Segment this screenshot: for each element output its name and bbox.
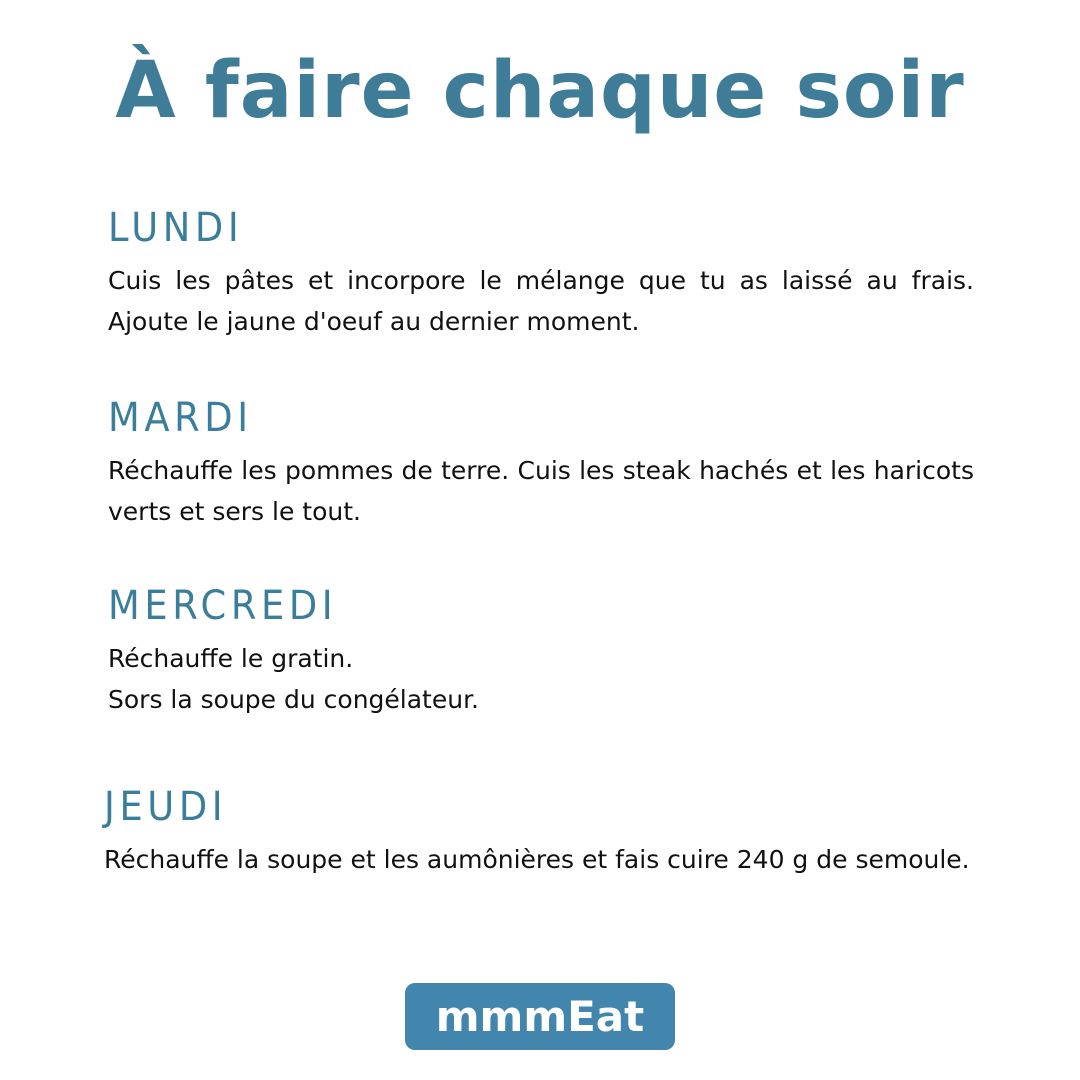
instruction-line: Sors la soupe du congélateur. xyxy=(108,685,480,714)
day-section-mercredi xyxy=(108,582,974,720)
day-section-jeudi xyxy=(104,783,970,880)
day-instructions-mardi: Réchauffe les pommes de terre. Cuis les steak hachés et les haricots verts et sers le tout. xyxy=(108,456,974,526)
day-heading-jeudi: JEUDI xyxy=(104,784,228,830)
brand-logo-badge xyxy=(405,983,675,1050)
page-title: À faire chaque soir xyxy=(115,46,965,136)
day-heading-mercredi: MERCREDI xyxy=(108,583,338,629)
brand-logo-text: mmmEat xyxy=(435,991,645,1041)
day-instructions-jeudi: Réchauffe la soupe et les aumônières et fais cuire 240 g de semoule. xyxy=(104,845,970,874)
day-heading-mardi: MARDI xyxy=(108,395,253,441)
day-section-lundi xyxy=(108,204,974,342)
instruction-line: Réchauffe le gratin. xyxy=(108,644,354,673)
day-heading-lundi: LUNDI xyxy=(108,205,244,251)
day-section-mardi xyxy=(108,394,974,532)
day-instructions-lundi: Cuis les pâtes et incorpore le mélange que tu as laissé au frais. Ajoute le jaune d'oeuf au dernier moment. xyxy=(108,266,974,336)
day-instructions-mercredi xyxy=(108,638,974,720)
